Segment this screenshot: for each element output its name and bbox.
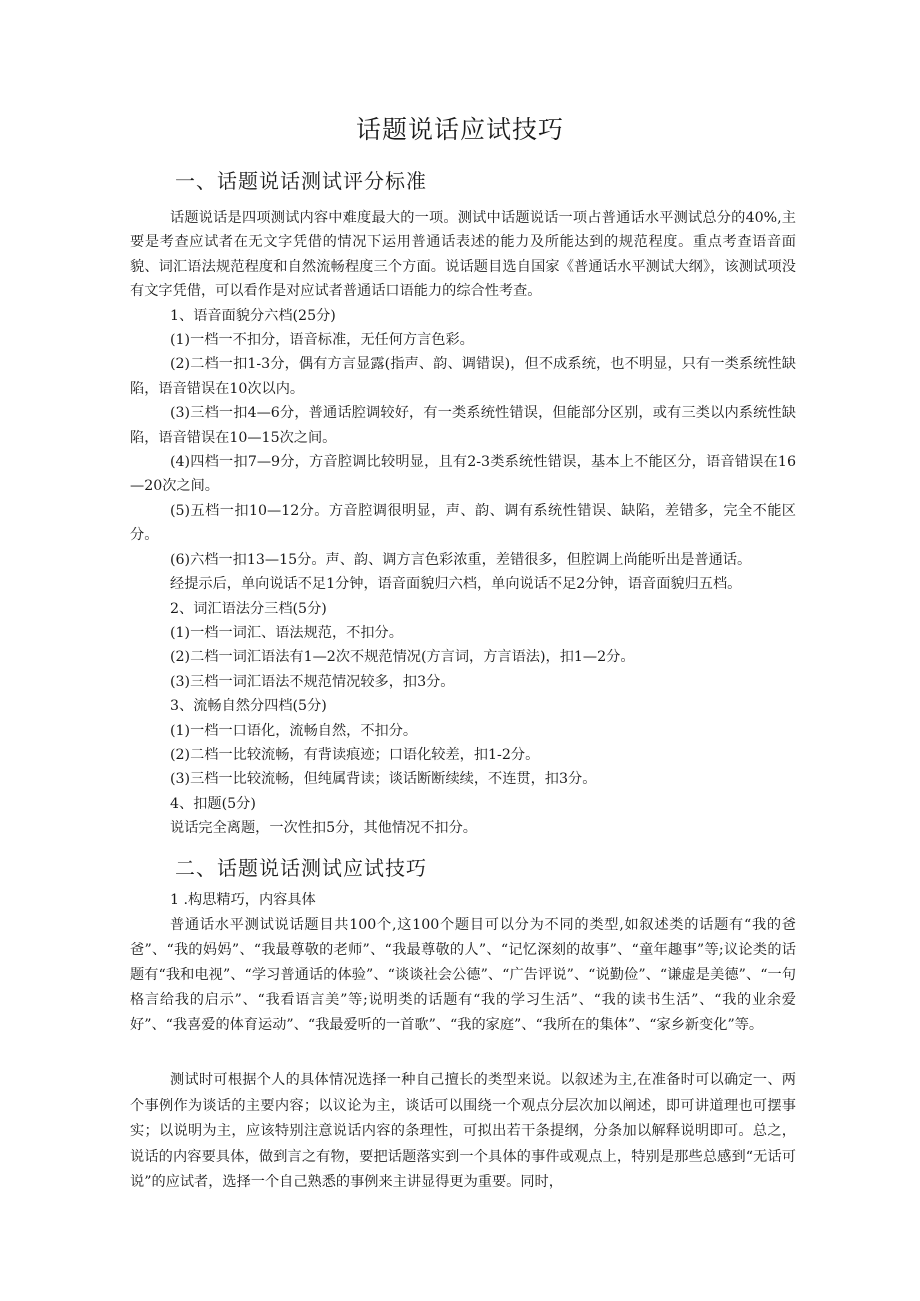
section2-body — [130, 888, 796, 1038]
topics-paragraph: 普通话水平测试说话题目共100个,这100个题目可以分为不同的类型,如叙述类的话题有“我的爸爸”、“我的妈妈”、“我最尊敬的老师”、“我最尊敬的人”、“记忆深刻的故事”、“童年趣事”等;议论类的话题有“我和电视”、“学习普通话的体验”、“谈谈社会公德”、“广告评说”、“说勤俭”、“谦虚是美德”、“一句格言给我的启示”、“我看语言美”等;说明类的话题有“我的学习生活”、“我的读书生活”、“我的业余爱好”、“我喜爱的体育运动”、“我最爱听的一首歌”、“我的家庭”、“我所在的集体”、“家乡新变化”等。 — [130, 917, 796, 1033]
list-item: (2)二档一比较流畅，有背读痕迹；口语化较差，扣1-2分。 — [170, 746, 540, 763]
subsection-heading: 1 .构思精巧，内容具体 — [170, 892, 316, 908]
list-item: (6)六档一扣13—15分。声、韵、调方言色彩浓重，差错很多，但腔调上尚能听出是普通话。 — [170, 551, 752, 568]
list-item: (2)二档一词汇语法有1—2次不规范情况(方言词，方言语法)，扣1—2分。 — [170, 649, 635, 666]
note-paragraph: 经提示后，单向说话不足1分钟，语音面貌归六档，单向说话不足2分钟，语音面貌归五档。 — [170, 576, 742, 593]
section2-heading: 二、话题说话测试应试技巧 — [175, 856, 427, 880]
strategy-paragraph: 测试时可根据个人的具体情况选择一种自己擅长的类型来说。以叙述为主,在准备时可以确定一、两个事例作为谈话的主要内容；以议论为主，谈话可以围绕一个观点分层次加以阐述，即可讲道理也可摆事实；以说明为主，应该特别注意说话内容的条理性，可拟出若干条提纲，分条加以解释说明即可。总之，说话的内容要具体，做到言之有物，要把话题落实到一个具体的事件或观点上，特别是那些总感到“无话可说”的应试者，选择一个自己熟悉的事例来主讲显得更为重要。同时， — [130, 1072, 796, 1190]
criterion-heading-fluency: 3、流畅自然分四档(5分) — [170, 698, 327, 715]
section1-heading: 一、话题说话测试评分标准 — [175, 169, 427, 193]
list-item: (2)二档一扣1-3分，偶有方言显露(指声、韵、调错误)，但不成系统，也不明显，只有一类系统性缺陷，语音错误在10次以内。 — [130, 356, 796, 397]
list-item: (3)三档一比较流畅，但纯属背读；谈话断断续续，不连贯，扣3分。 — [170, 771, 597, 788]
list-item: (1)一档一词汇、语法规范，不扣分。 — [170, 624, 403, 641]
list-item: (3)三档一词汇语法不规范情况较多，扣3分。 — [170, 673, 455, 690]
list-item: (1)一档一口语化，流畅自然，不扣分。 — [170, 722, 418, 739]
list-item: (3)三档一扣4—6分，普通话腔调较好，有一类系统性错误，但能部分区别，或有三类以内系统性缺陷，语音错误在10—15次之间。 — [130, 405, 796, 446]
criterion-heading-vocabulary: 2、词汇语法分三档(5分) — [170, 600, 327, 617]
section1-body — [130, 206, 796, 841]
intro-paragraph: 话题说话是四项测试内容中难度最大的一项。测试中话题说话一项占普通话水平测试总分的40%,主要是考查应试者在无文字凭借的情况下运用普通话表述的能力及所能达到的规范程度。重点考查语音面貌、词汇语法规范程度和自然流畅程度三个方面。说话题目选自国家《普通话水平测试大纲》，该测试项没有文字凭借，可以看作是对应试者普通话口语能力的综合性考查。 — [130, 210, 796, 300]
section2-body-continued — [130, 1068, 796, 1196]
list-item: (1)一档一不扣分，语音标准，无任何方言色彩。 — [170, 332, 474, 349]
list-item: (4)四档一扣7—9分，方音腔调比较明显，且有2-3类系统性错误，基本上不能区分，语音错误在16—20次之间。 — [130, 454, 796, 495]
list-item: (5)五档一扣10—12分。方音腔调很明显，声、韵、调有系统性错误、缺陷，差错多，完全不能区分。 — [130, 502, 796, 544]
document-title: 话题说话应试技巧 — [355, 115, 564, 144]
criterion-heading-pronunciation: 1、语音面貌分六档(25分) — [170, 307, 336, 324]
list-item: 说话完全离题，一次性扣5分，其他情况不扣分。 — [170, 820, 477, 837]
criterion-heading-topic: 4、扣题(5分) — [170, 795, 256, 812]
